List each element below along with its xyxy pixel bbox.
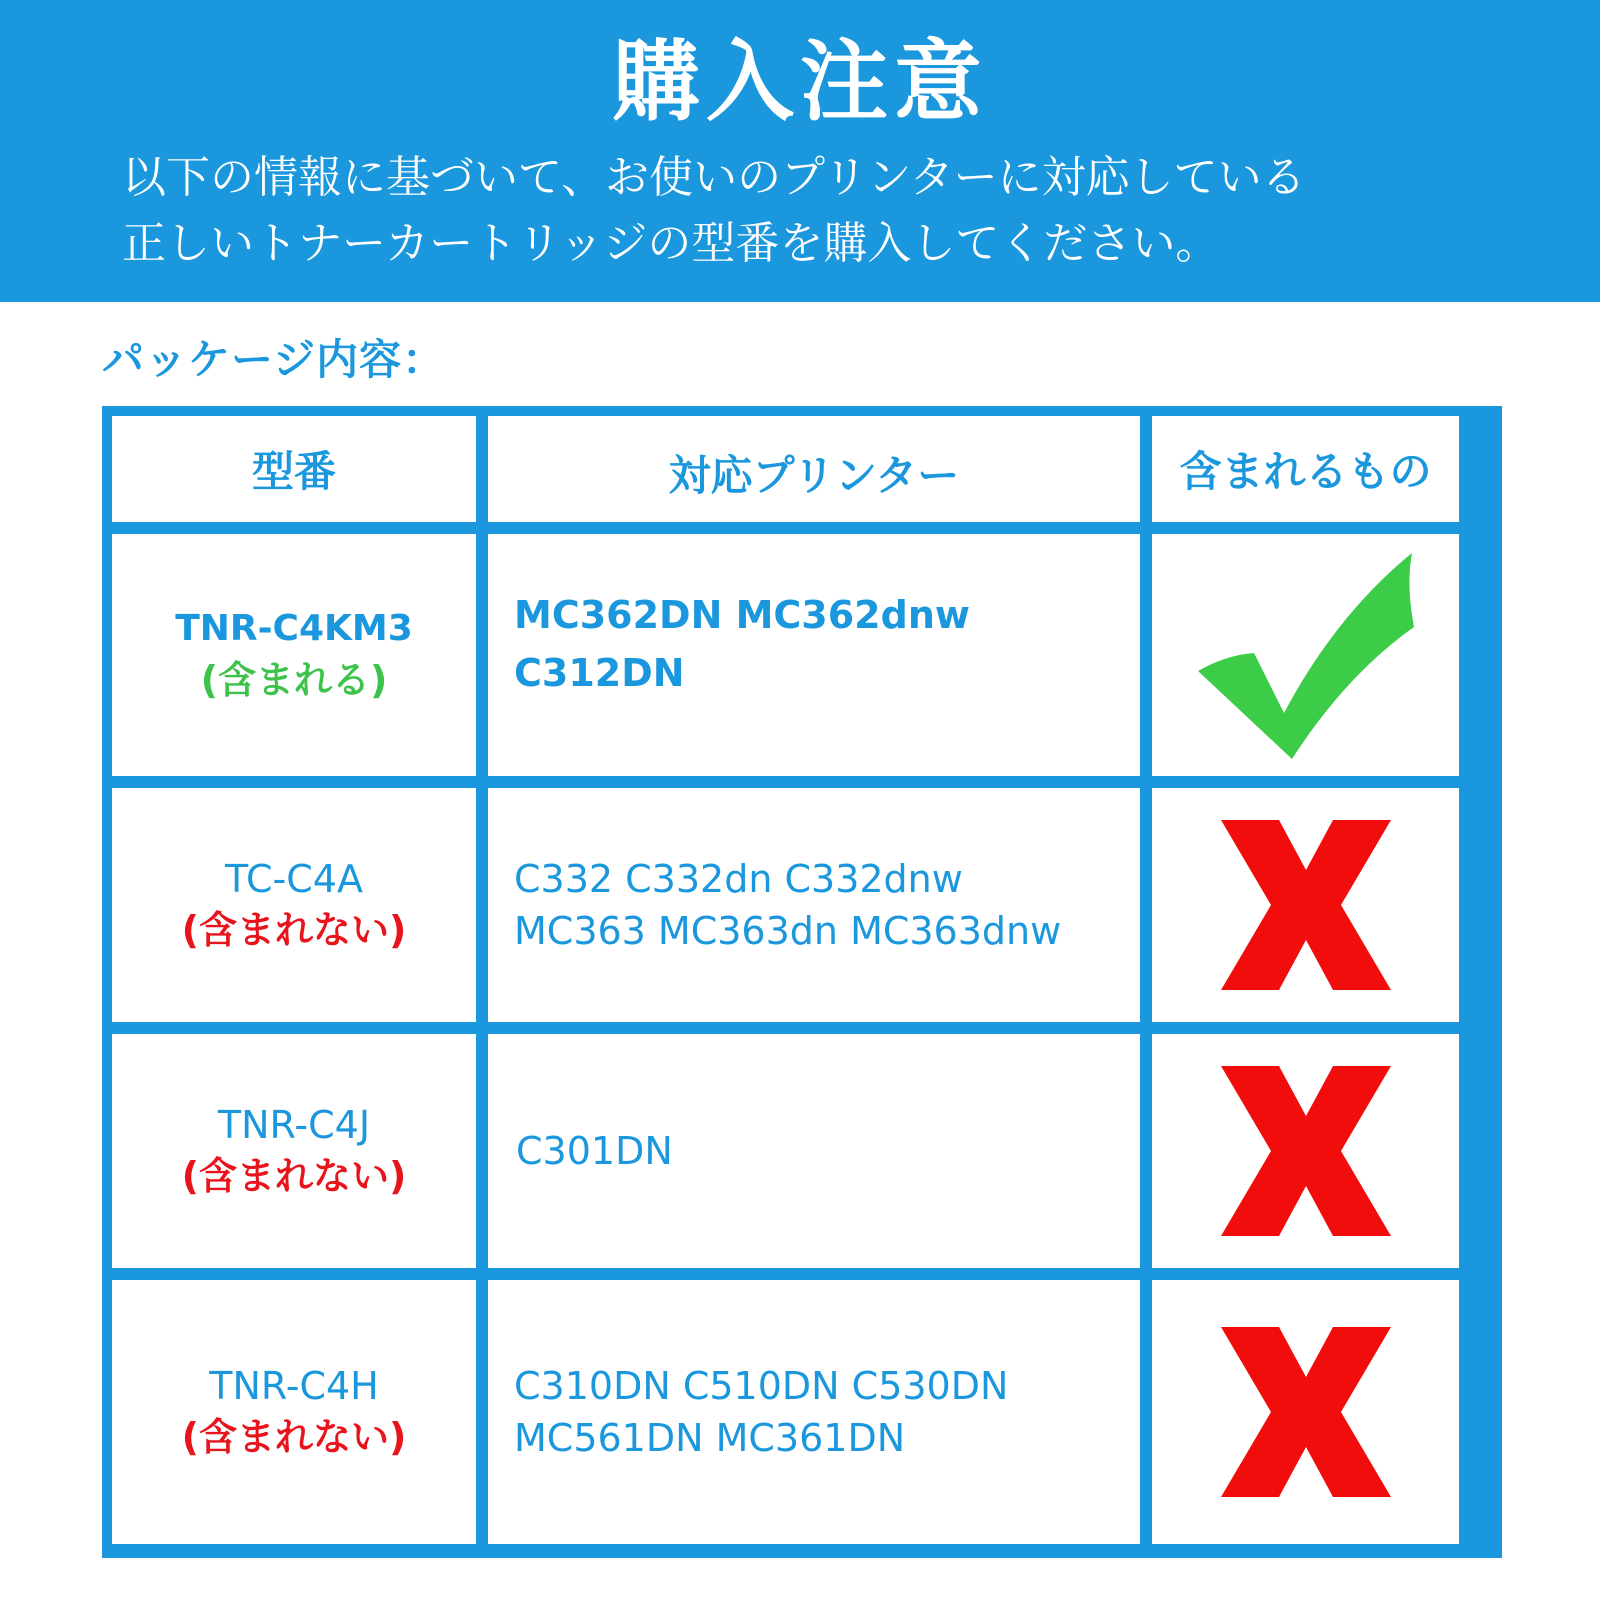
status-label: (含まれる) [200, 658, 388, 702]
package-contents-label: パッケージ内容： [102, 335, 446, 384]
header-model-cell [112, 416, 476, 522]
table-row-1-printers [488, 534, 1140, 776]
model-number: TNR-C4KM3 [175, 608, 413, 649]
check-icon [1186, 545, 1426, 765]
table-row-1-mark [1152, 534, 1459, 776]
printer-list-line: MC363 MC363dn MC363dnw [514, 909, 1062, 953]
header-included-cell [1152, 416, 1459, 522]
table-row-4-printers [488, 1280, 1140, 1544]
printer-list-line: C312DN [514, 651, 685, 695]
compatibility-table [102, 406, 1502, 1558]
table-row-2-model [112, 788, 476, 1022]
printer-list-line: C310DN C510DN C530DN [514, 1364, 1009, 1408]
printer-list-line: MC362DN MC362dnw [514, 593, 970, 637]
status-label: (含まれない) [181, 1154, 407, 1198]
table-row-1-model [112, 534, 476, 776]
model-number: TNR-C4J [217, 1103, 371, 1147]
table-row-4-mark [1152, 1280, 1459, 1544]
page-title: 購入注意 [611, 30, 988, 133]
table-row-3-mark [1152, 1034, 1459, 1268]
cross-icon [1221, 1066, 1391, 1236]
table-row-3-model [112, 1034, 476, 1268]
notice-line-1: 以下の情報に基づいて、お使いのプリンターに対応している [122, 152, 1306, 203]
model-number: TC-C4A [225, 857, 363, 901]
table-row-2-printers [488, 788, 1140, 1022]
printer-list-line: C332 C332dn C332dnw [514, 857, 963, 901]
purchase-notice [122, 145, 1542, 277]
header-included: 含まれるもの [1179, 447, 1432, 496]
header-printers-cell [488, 416, 1140, 522]
table-row-2-mark [1152, 788, 1459, 1022]
cross-icon [1221, 1327, 1391, 1497]
printer-list-line: MC561DN MC361DN [514, 1416, 906, 1460]
status-label: (含まれない) [181, 908, 407, 952]
table-row-4-model [112, 1280, 476, 1544]
printer-list-line: C301DN [516, 1129, 673, 1173]
model-number: TNR-C4H [209, 1364, 379, 1408]
status-label: (含まれない) [181, 1415, 407, 1459]
header-banner [0, 0, 1600, 302]
header-printers: 対応プリンター [668, 451, 960, 500]
notice-line-2: 正しいトナーカートリッジの型番を購入してください。 [122, 218, 1220, 269]
cross-icon [1221, 820, 1391, 990]
table-row-3-printers [488, 1034, 1140, 1268]
header-model: 型番 [251, 447, 336, 496]
